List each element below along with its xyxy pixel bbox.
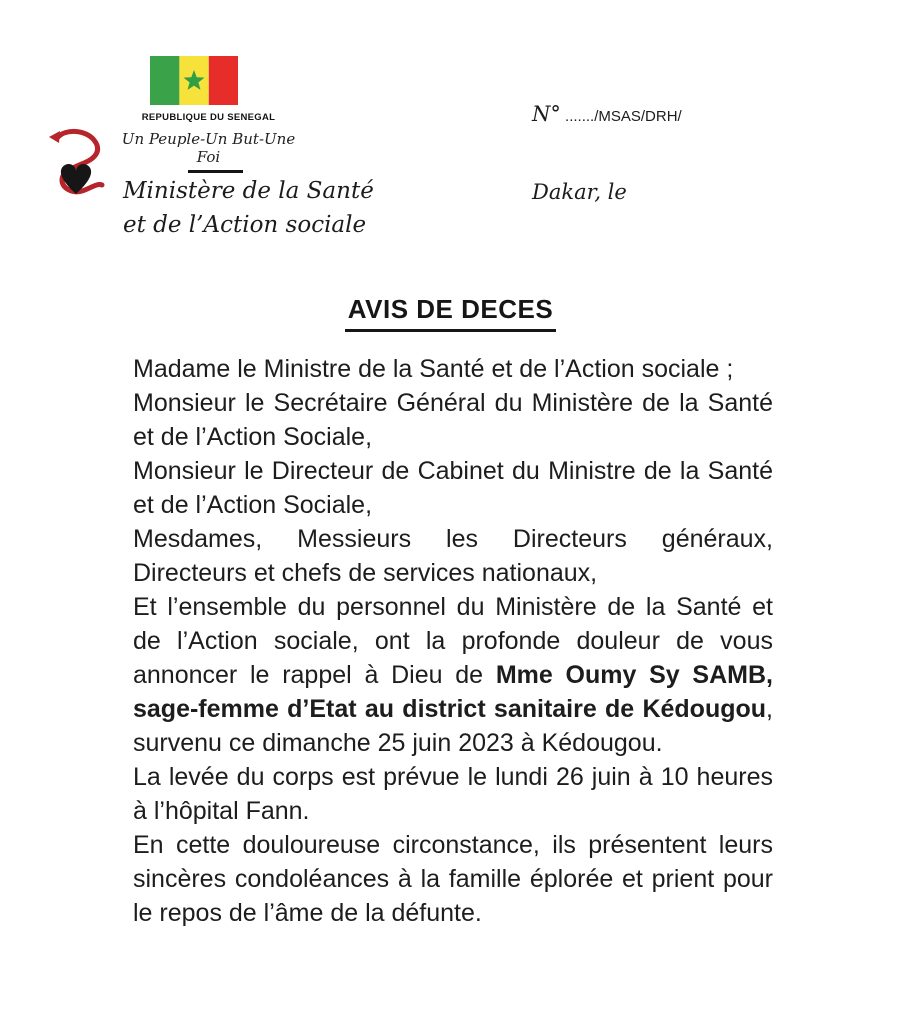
paragraph-text: Et l’ensemble du personnel du Ministère de la Santé et de l’Action sociale, ont la profonde douleur de vous annoncer le rappel à Dieu de <box>133 593 773 689</box>
body-paragraph-salutation-4 <box>133 522 773 590</box>
paragraph-text: Madame le Ministre de la Santé et de l’Action sociale ; <box>133 355 734 383</box>
body-paragraph-condolences <box>133 828 773 930</box>
paragraph-text: , survenu ce dimanche 25 juin 2023 à Kédougou. <box>133 695 773 757</box>
paragraph-text: Monsieur le Directeur de Cabinet du Ministre de la Santé et de l’Action Sociale, <box>133 457 773 519</box>
paragraph-text: En cette douloureuse circonstance, ils présentent leurs sincères condoléances à la famille éplorée et prient pour le repos de l’âme de la défunte. <box>133 831 773 927</box>
flag-overlay <box>150 56 238 105</box>
document-title: AVIS DE DECES <box>345 294 556 332</box>
ministry-name-line1: Ministère de la Santé <box>123 178 374 204</box>
paragraph-text: La levée du corps est prévue le lundi 26 juin à 10 heures à l’hôpital Fann. <box>133 763 773 825</box>
reference-number <box>532 102 682 126</box>
deceased-name: Mme Oumy Sy SAMB, sage-femme d’Etat au district sanitaire de Kédougou <box>133 661 773 723</box>
motto-label: Un Peuple-Un But-Une Foi <box>121 130 296 166</box>
header-divider <box>188 170 243 173</box>
flag-red-fill <box>209 56 238 105</box>
body-paragraph-salutation-3 <box>133 454 773 522</box>
reference-rest: ......./MSAS/DRH/ <box>560 108 682 125</box>
republic-label: REPUBLIQUE DU SENEGAL <box>141 112 276 123</box>
body-paragraph-funeral-info <box>133 760 773 828</box>
paragraph-text: Monsieur le Secrétaire Général du Ministère de la Santé et de l’Action Sociale, <box>133 389 773 451</box>
snake-head-icon <box>49 131 60 143</box>
body-paragraph-announcement <box>133 590 773 760</box>
body-paragraph-salutation-1 <box>133 352 773 386</box>
senegal-flag <box>150 56 238 105</box>
body-paragraph-salutation-2 <box>133 386 773 454</box>
ministry-name-line2: et de l’Action sociale <box>123 212 367 238</box>
flag-green-fill <box>150 56 179 105</box>
place-date-label: Dakar, le <box>532 180 627 204</box>
ministry-health-logo <box>46 124 110 200</box>
title-row <box>0 294 901 332</box>
paragraph-text: Mesdames, Messieurs les Directeurs généraux, Directeurs et chefs de services nationaux, <box>133 525 773 587</box>
body-text <box>133 352 773 930</box>
reference-n-symbol: N° <box>532 102 561 126</box>
